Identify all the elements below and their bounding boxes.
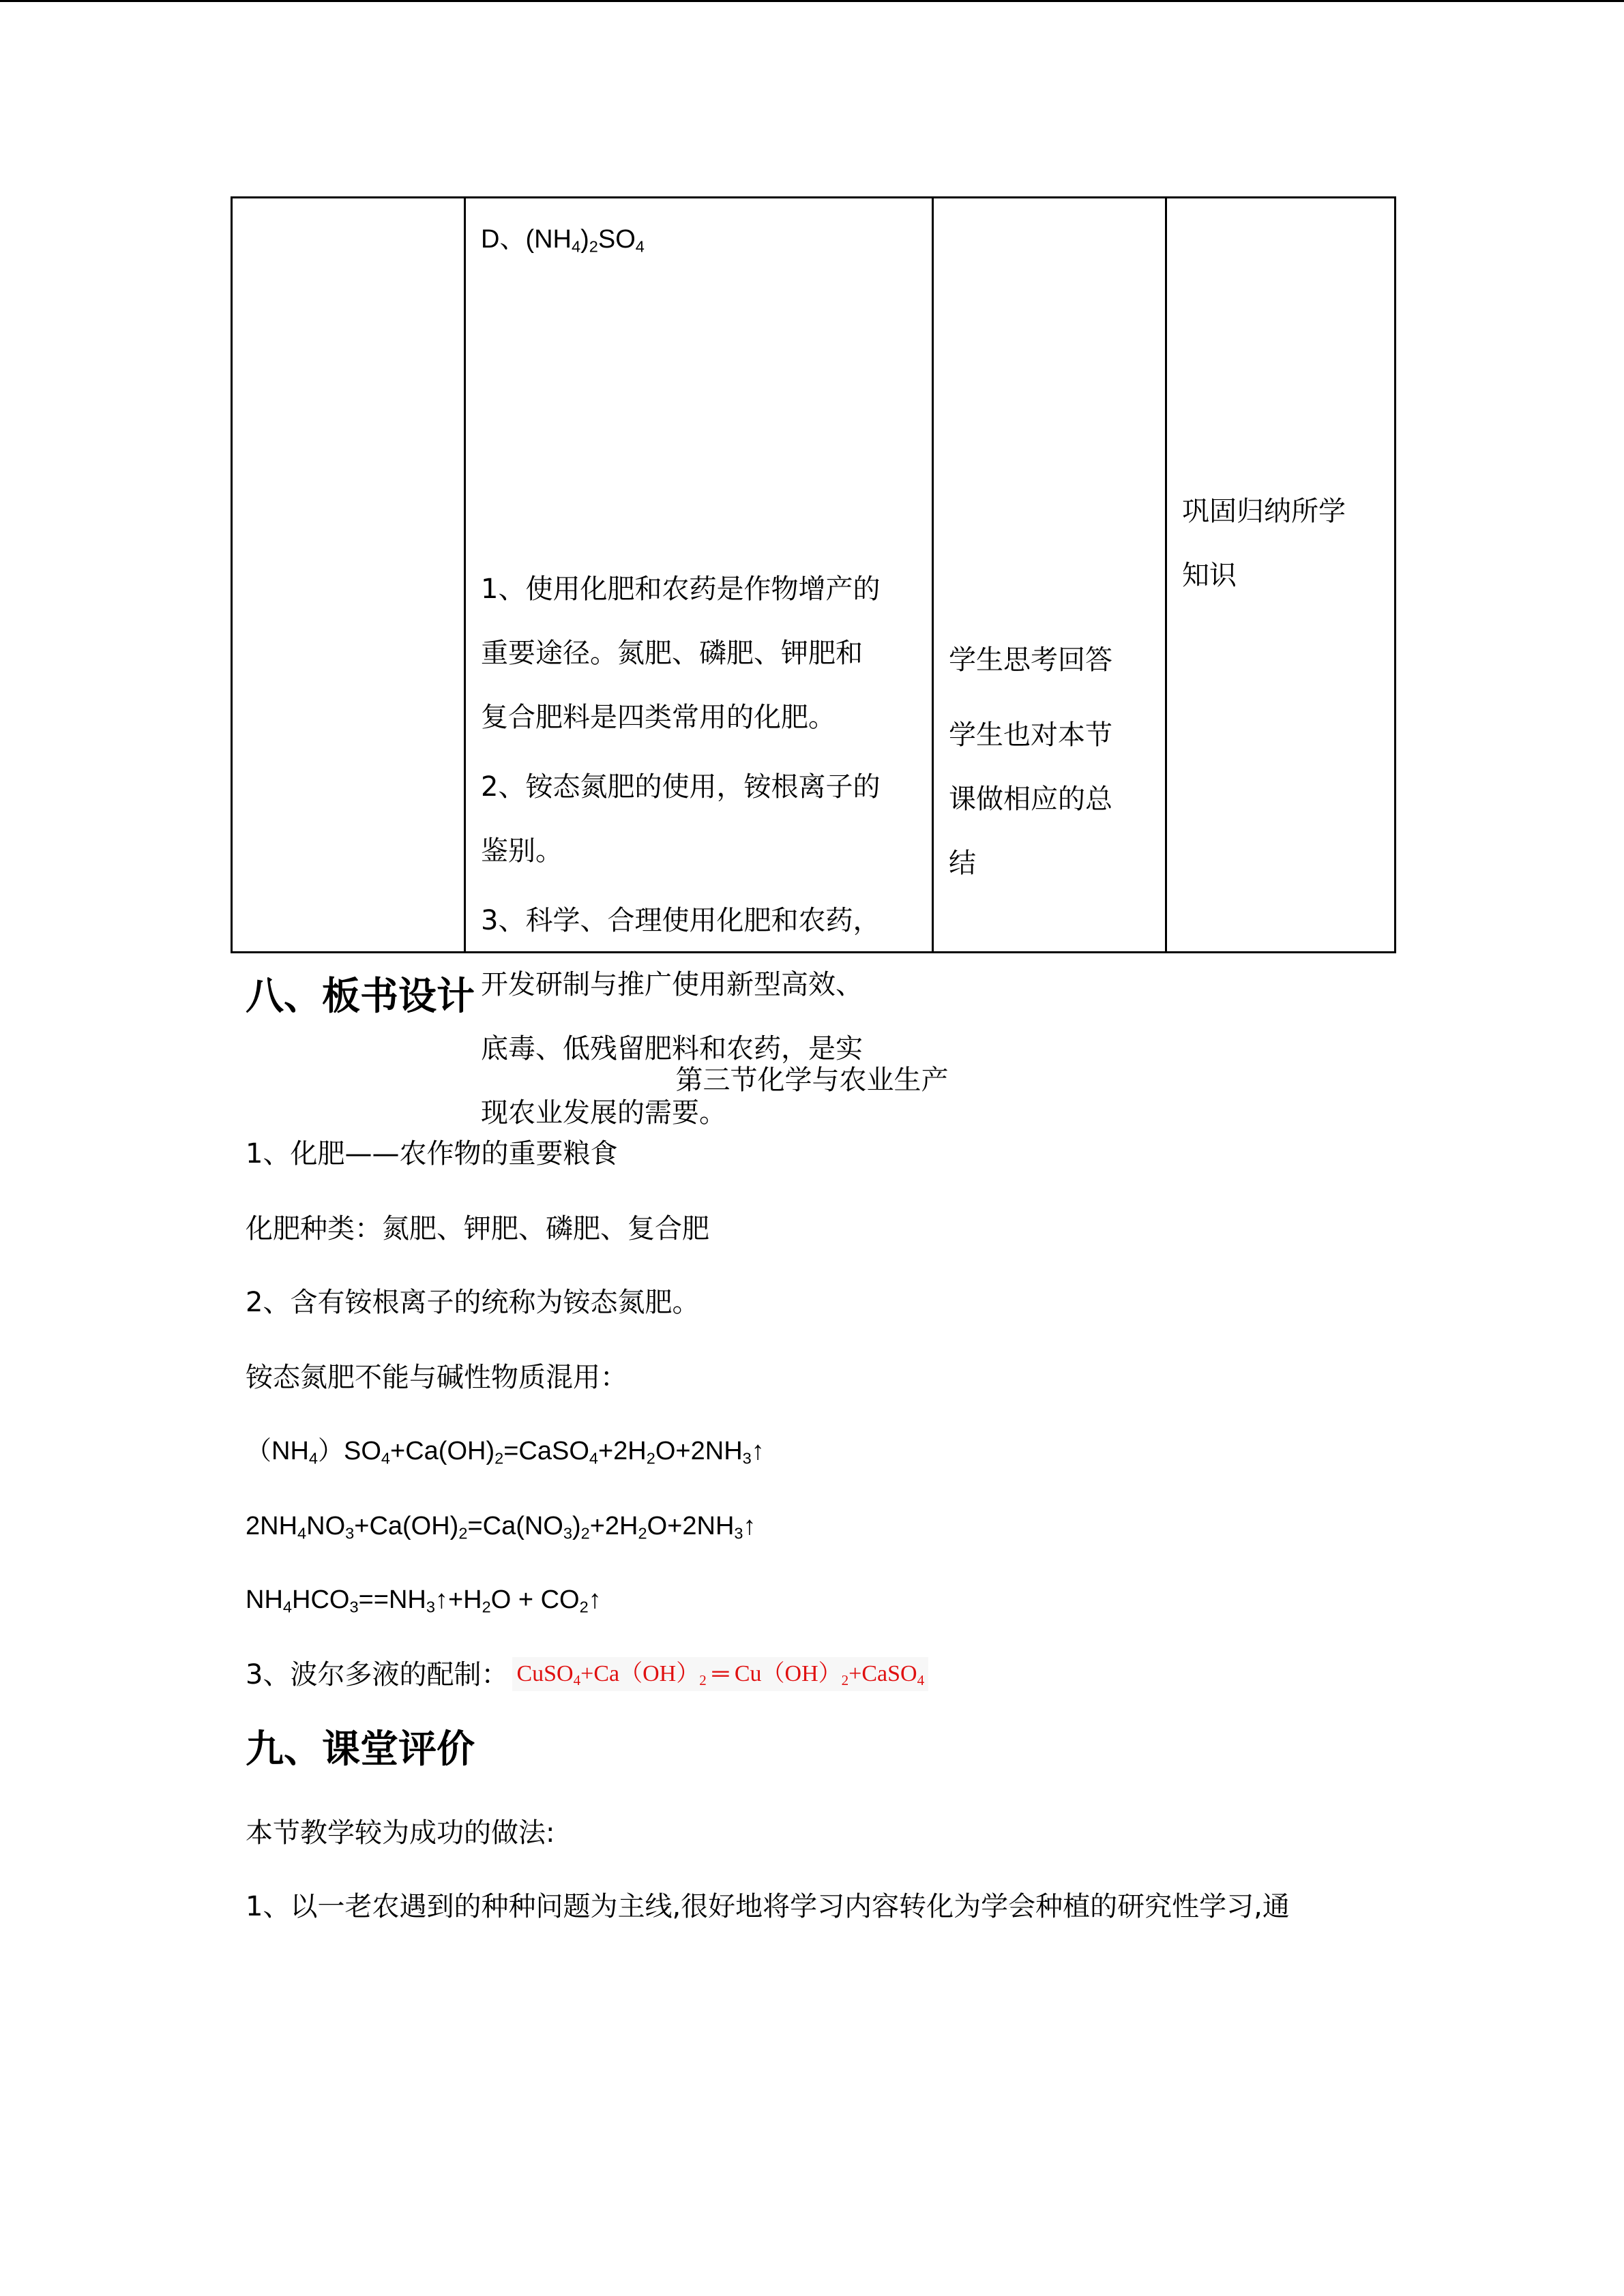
- board-line-fertilizer-types: 化肥种类：氮肥、钾肥、磷肥、复合肥: [246, 1213, 709, 1244]
- section-heading-class-evaluation: 九、课堂评价: [246, 1727, 475, 1772]
- bordeaux-line: [246, 1654, 928, 1695]
- student-activity-line: 学生也对本节: [949, 719, 1112, 751]
- reaction-equation-3: $NH_4HCO_3==NH_3↑+H_2O$ + $CO_2↑$: [246, 1585, 602, 1616]
- design-intent-line: 知识: [1182, 560, 1237, 591]
- board-line-ammonium: 2、含有铵根离子的统称为铵态氮肥。: [246, 1287, 700, 1318]
- bordeaux-label: 3、波尔多液的配制：: [246, 1659, 509, 1690]
- evaluation-intro: 本节教学较为成功的做法:: [246, 1817, 555, 1849]
- design-intent-line: 巩固归纳所学: [1182, 496, 1346, 527]
- board-line-no-mix: 铵态氮肥不能与碱性物质混用：: [246, 1362, 628, 1393]
- reaction-equation-1: $(NH_4)SO_4+Ca(OH)_2=CaSO_4+2H_2O+2NH_3↑$: [246, 1437, 765, 1467]
- option-d-formula: D、$(NH_4)_2SO_4$: [481, 225, 645, 256]
- design-intent-cell: [1166, 198, 1396, 953]
- reaction-equation-2: $2NH_4NO_3+Ca(OH)_2=Ca(NO_3)_2+2H_2O+2NH_3↑$: [246, 1512, 756, 1542]
- student-activity-cell: [933, 198, 1166, 953]
- summary-point-3: 3、科学、合理使用化肥和农药， 开发研制与推广使用新型高效、 底毒、低残留肥料和农药，是实 现农业发展的需要。: [481, 905, 881, 1129]
- bordeaux-equation-image: $CuSO_4+Ca(OH)_2$ ═ $Cu(OH)_2+CaSO_4$: [512, 1657, 928, 1691]
- table-row: [232, 198, 1396, 953]
- student-activity-line: 学生思考回答: [949, 644, 1112, 676]
- stage-cell: [232, 198, 465, 953]
- board-line-fertilizer: 1、化肥——农作物的重要粮食: [246, 1138, 618, 1169]
- board-title: 第三节化学与农业生产: [675, 1064, 949, 1096]
- student-activity-line: 结: [949, 848, 976, 879]
- summary-point-1: 1、使用化肥和农药是作物增产的 重要途径。氮肥、磷肥、钾肥和 复合肥料是四类常用的化肥。: [481, 573, 881, 733]
- evaluation-point-1: 1、以一老农遇到的种种问题为主线,很好地将学习内容转化为学会种植的研究性学习,通: [246, 1891, 1290, 1922]
- summary-point-2: 2、铵态氮肥的使用，铵根离子的 鉴别。: [481, 771, 881, 867]
- summary-block: [481, 557, 880, 1145]
- section-heading-board-design: 八、板书设计: [246, 974, 475, 1019]
- student-activity-line: 课做相应的总: [949, 784, 1112, 815]
- top-border-line: [0, 0, 1624, 2]
